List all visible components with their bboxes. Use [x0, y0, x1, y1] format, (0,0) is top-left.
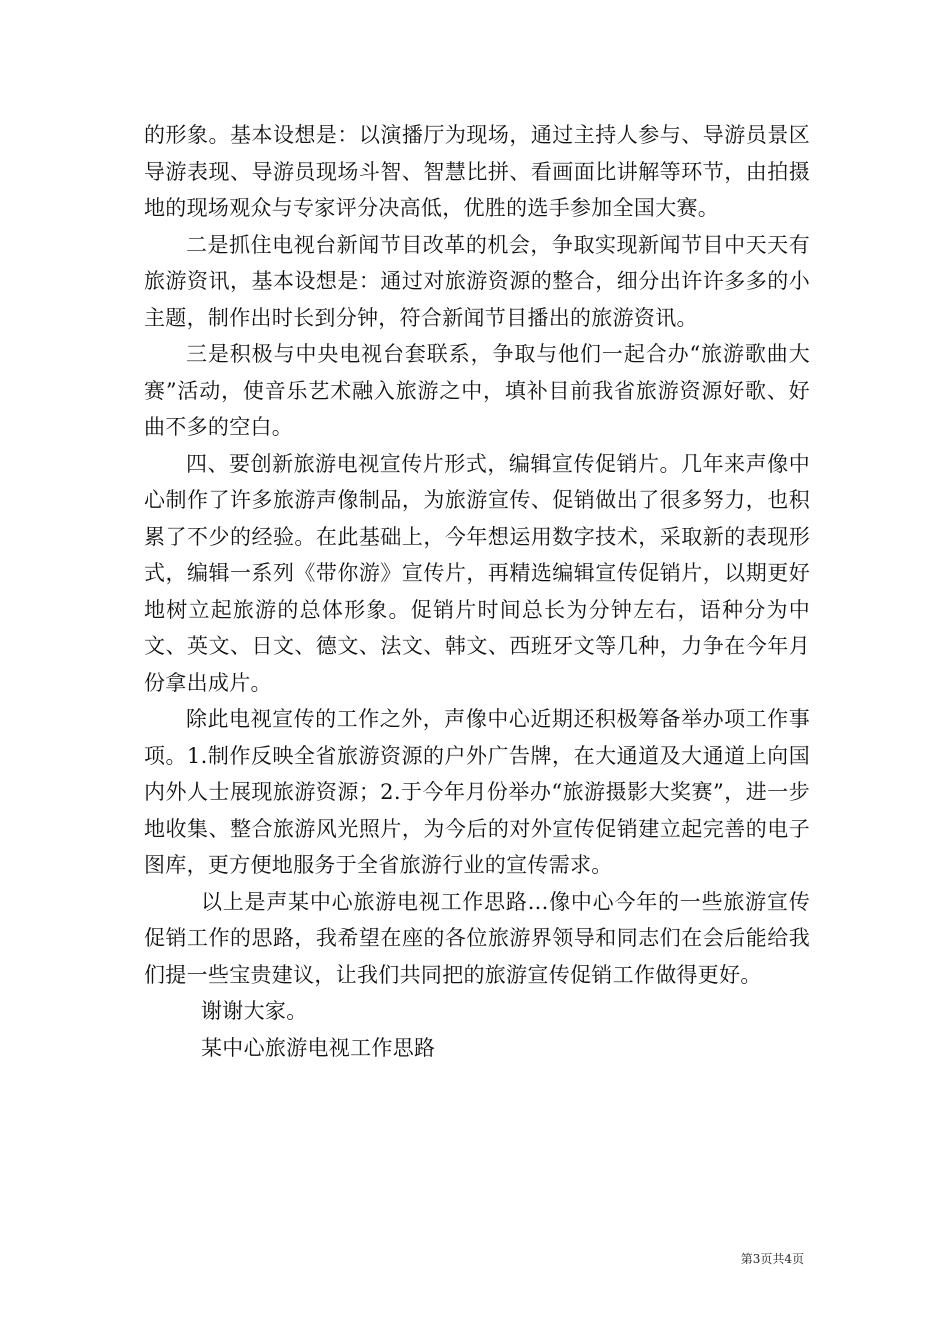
- paragraph-5: 除此电视宣传的工作之外，声像中心近期还积极筹备举办项工作事项。1.制作反映全省旅游资源的户外广告牌，在大通道及大通道上向国内外人士展现旅游资源；2.于今年月份举办“旅游摄影大奖赛”，进一步地收集、整合旅游风光照片，为今后的对外宣传促销建立起完善的电子图库，更方便地服务于全省旅游行业的宣传需求。: [144, 707, 810, 877]
- paragraph-2: 二是抓住电视台新闻节目改革的机会，争取实现新闻节目中天天有旅游资讯，基本设想是：通过对旅游资源的整合，细分出许许多多的小主题，制作出时长到分钟，符合新闻节目播出的旅游资讯。: [144, 232, 810, 330]
- paragraph-6: 以上是声某中心旅游电视工作思路...像中心今年的一些旅游宣传促销工作的思路，我希望在座的各位旅游界领导和同志们在会后能给我们提一些宝贵建议，让我们共同把的旅游宣传促销工作做得更好。: [144, 889, 810, 987]
- closing-thanks: 谢谢大家。: [201, 999, 308, 1023]
- paragraph-3: 三是积极与中央电视台套联系，争取与他们一起合办“旅游歌曲大赛”活动，使音乐艺术融入旅游之中，填补目前我省旅游资源好歌、好曲不多的空白。: [144, 342, 810, 439]
- page-number: 第3页共4页: [740, 1252, 804, 1266]
- closing-title: 某中心旅游电视工作思路: [201, 1035, 436, 1060]
- document-body: [144, 117, 810, 1066]
- paragraph-1: 的形象。基本设想是：以演播厅为现场，通过主持人参与、导游员景区导游表现、导游员现场斗智、智慧比拼、看画面比讲解等环节，由拍摄地的现场观众与专家评分决高低，优胜的选手参加全国大赛。: [144, 123, 810, 220]
- paragraph-4: 四、要创新旅游电视宣传片形式，编辑宣传促销片。几年来声像中心制作了许多旅游声像制品，为旅游宣传、促销做出了很多努力，也积累了不少的经验。在此基础上，今年想运用数字技术，采取新的表现形式，编辑一系列《带你游》宣传片，再精选编辑宣传促销片，以期更好地树立起旅游的总体形象。促销片时间总长为分钟左右，语种分为中文、英文、日文、德文、法文、韩文、西班牙文等几种，力争在今年月份拿出成片。: [144, 451, 810, 695]
